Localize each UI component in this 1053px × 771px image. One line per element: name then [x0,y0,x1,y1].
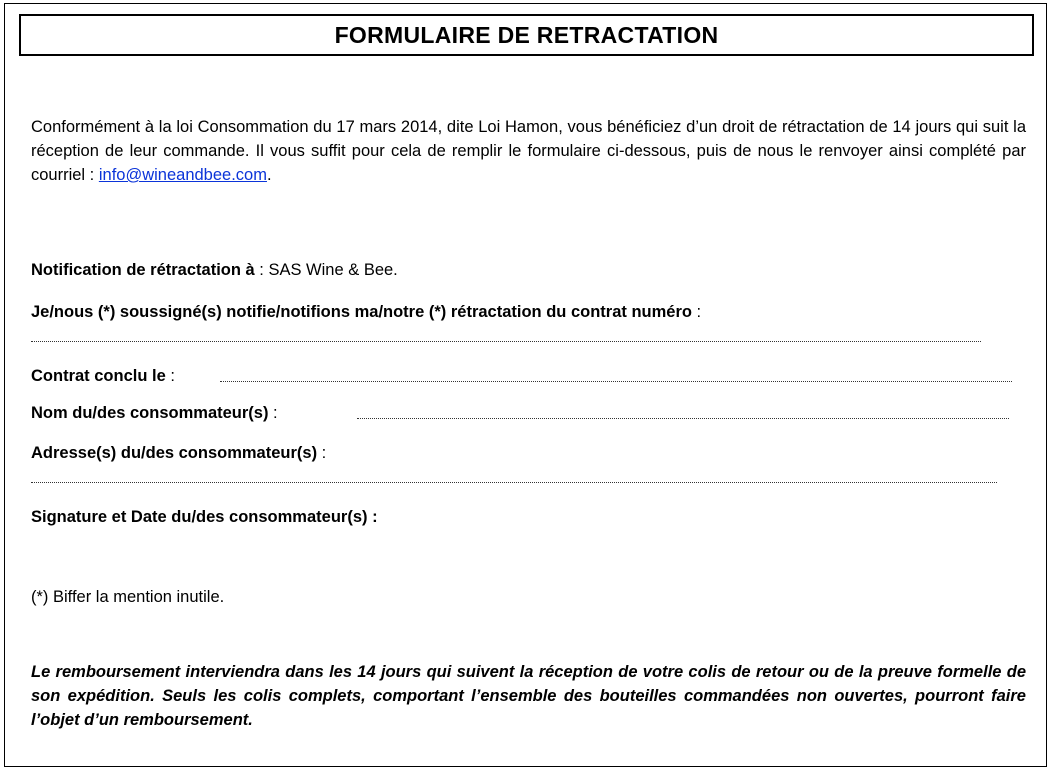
notification-label: Notification de rétractation à [31,261,255,279]
note-line [31,588,224,607]
form-title: FORMULAIRE DE RETRACTATION [334,21,719,48]
statement-label: Je/nous (*) soussigné(s) notifie/notifions ma/notre (*) rétractation du contrat numéro [31,303,692,321]
statement-line [31,303,701,322]
intro-text: Conformément à la loi Consommation du 17 mars 2014, dite Loi Hamon, vous bénéficiez d’un droit de rétractation de 14 jours qui suit la réception de leur commande. Il vous suffit pour cela de remplir le formulaire ci-dessous, puis de nous le renvoyer ainsi complété par courriel : [31,118,1026,184]
consumer-name-field[interactable] [357,418,1009,419]
contract-date-field[interactable] [220,381,1012,382]
consumer-name-line [31,404,278,423]
contract-date-line [31,367,175,386]
signature-line [31,508,378,527]
intro-end: . [266,166,272,184]
email-link[interactable]: info@wineandbee.com [98,166,267,184]
consumer-address-suffix: : [317,444,327,462]
title-box [19,14,1034,56]
refund-footer: Le remboursement interviendra dans les 14 jours qui suivent la réception de votre colis de retour ou de la preuve formelle de son expédition. Seuls les colis complets, comportant l’ensemble des bouteilles commandées non ouvertes, pourront faire l’objet d’un remboursement. [31,663,1026,729]
contract-date-label: Contrat conclu le [31,367,166,385]
consumer-address-field[interactable] [31,482,997,483]
intro-paragraph [31,115,1026,187]
contract-number-field[interactable] [31,341,981,342]
consumer-address-label: Adresse(s) du/des consommateur(s) [31,444,318,462]
contract-date-suffix: : [165,367,175,385]
notification-value: : SAS Wine & Bee. [254,261,398,279]
consumer-address-line [31,444,326,463]
signature-label: Signature et Date du/des consommateur(s) : [31,508,378,526]
consumer-name-suffix: : [268,404,278,422]
note-text: (*) Biffer la mention inutile. [31,588,225,606]
consumer-name-label: Nom du/des consommateur(s) [31,404,269,422]
notification-line [31,261,398,280]
statement-suffix: : [691,303,702,321]
